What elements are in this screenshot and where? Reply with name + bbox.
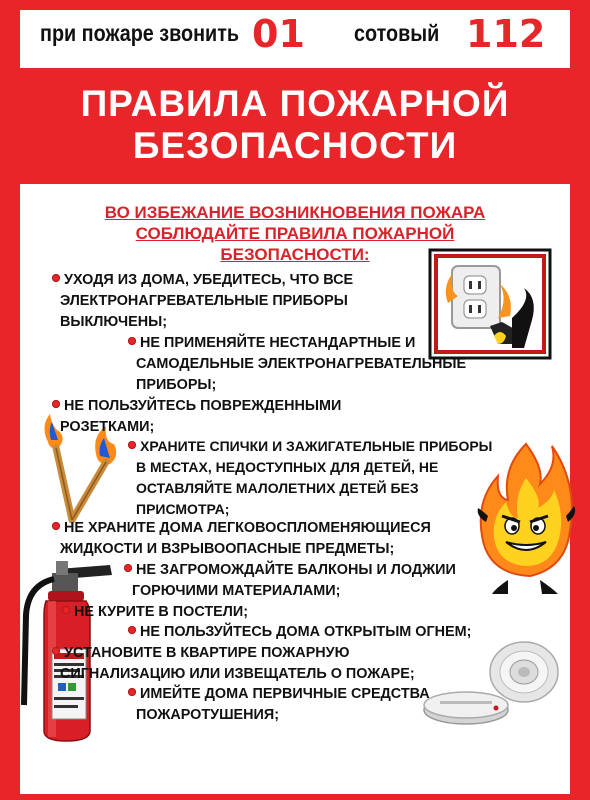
rule-item-7: НЕ КУРИТЕ В ПОСТЕЛИ; [62, 602, 248, 623]
rule-item-5: НЕ ХРАНИТЕ ДОМА ЛЕГКОВОСПЛОМЕНЯЮЩИЕСЯ ЖИДКОСТИ И ВЗРЫВООПАСНЫЕ ПРЕДМЕТЫ; [52, 518, 431, 560]
rule-item-10: ИМЕЙТЕ ДОМА ПЕРВИЧНЫЕ СРЕДСТВА ПОЖАРОТУШЕНИЯ; [128, 684, 430, 726]
intro-line-2: СОБЛЮДАЙТЕ ПРАВИЛА ПОЖАРНОЙ [135, 224, 455, 243]
rule-item-3: НЕ ПОЛЬЗУЙТЕСЬ ПОВРЕЖДЕННЫМИ РОЗЕТКАМИ; [52, 396, 341, 438]
bullet-icon [124, 564, 132, 572]
rule-item-4: ХРАНИТЕ СПИЧКИ И ЗАЖИГАТЕЛЬНЫЕ ПРИБОРЫ В МЕСТАХ, НЕДОСТУПНЫХ ДЛЯ ДЕТЕЙ, НЕ ОСТАВЛЯЙТЕ МАЛОЛЕТНИХ ДЕТЕЙ БЕЗ ПРИСМОТРА; [128, 436, 492, 520]
mobile-text: сотовый [354, 20, 440, 46]
call-text: при пожаре звонить [40, 20, 240, 46]
bullet-icon [52, 274, 60, 282]
poster-title-line-1: ПРАВИЛА ПОЖАРНОЙ [80, 83, 510, 124]
bullet-icon [52, 647, 60, 655]
bullet-icon [52, 522, 60, 530]
rule-item-2: НЕ ПРИМЕНЯЙТЕ НЕСТАНДАРТНЫЕ И САМОДЕЛЬНЫЕ ЭЛЕКТРОНАГРЕВАТЕЛЬНЫЕ ПРИБОРЫ; [128, 333, 466, 396]
bullet-icon [128, 441, 136, 449]
intro-line-3: БЕЗОПАСНОСТИ: [220, 245, 370, 264]
rule-item-6: НЕ ЗАГРОМОЖДАЙТЕ БАЛКОНЫ И ЛОДЖИИ ГОРЮЧИМИ МАТЕРИАЛАМИ; [124, 560, 456, 602]
smoke-detector-icon [420, 628, 560, 740]
fire-number: 01 [252, 12, 305, 56]
bullet-icon [128, 688, 136, 696]
rule-item-1: УХОДЯ ИЗ ДОМА, УБЕДИТЕСЬ, ЧТО ВСЕ ЭЛЕКТРОНАГРЕВАТЕЛЬНЫЕ ПРИБОРЫ ВЫКЛЮЧЕНЫ; [52, 270, 353, 333]
bullet-icon [128, 626, 136, 634]
intro-line-1: ВО ИЗБЕЖАНИЕ ВОЗНИКНОВЕНИЯ ПОЖАРА [104, 203, 486, 222]
bullet-icon [128, 337, 136, 345]
bullet-icon [62, 606, 70, 614]
mobile-number: 112 [466, 12, 546, 56]
rule-item-8: НЕ ПОЛЬЗУЙТЕСЬ ДОМА ОТКРЫТЫМ ОГНЕМ; [128, 622, 471, 643]
rule-item-9: УСТАНОВИТЕ В КВАРТИРЕ ПОЖАРНУЮ СИГНАЛИЗАЦИЮ ИЛИ ИЗВЕЩАТЕЛЬ О ПОЖАРЕ; [52, 643, 415, 685]
poster-title-line-2: БЕЗОПАСНОСТИ [132, 125, 458, 166]
bullet-icon [52, 400, 60, 408]
